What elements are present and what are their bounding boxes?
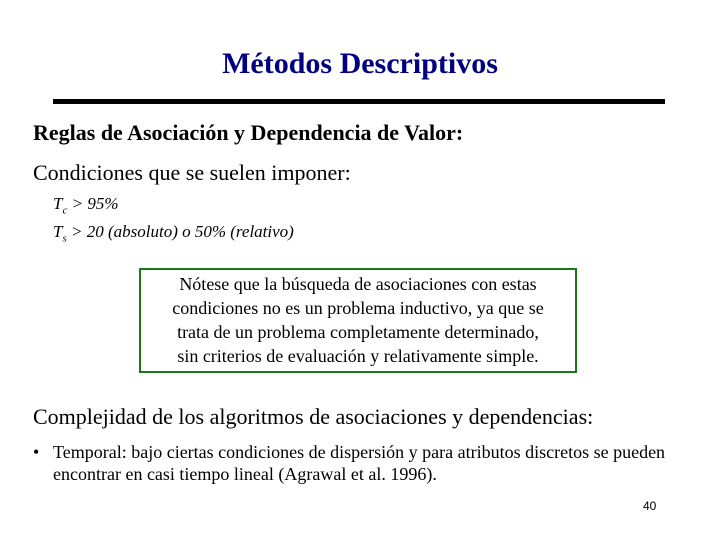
note-line: condiciones no es un problema inductivo, ya que se bbox=[172, 298, 544, 318]
formula-confidence: $T_c > 95\%$ bbox=[53, 194, 119, 217]
complexity-heading: Complejidad de los algoritmos de asociaciones y dependencias: bbox=[33, 404, 594, 429]
page-number: 40 bbox=[643, 499, 657, 513]
note-box bbox=[139, 268, 577, 373]
note-line: Nótese que la búsqueda de asociaciones con estas bbox=[179, 274, 537, 294]
bullet-text: Temporal: bajo ciertas condiciones de dispersión y para atributos discretos se pueden encontrar en casi tiempo lineal (Agrawal et al. 1996). bbox=[53, 442, 666, 484]
note-line: sin criterios de evaluación y relativamente simple. bbox=[177, 346, 539, 366]
bullet-item bbox=[33, 441, 683, 485]
bullet-marker: • bbox=[33, 442, 40, 462]
formula-list bbox=[53, 193, 294, 250]
formula-support: $T_s > 20$ (absoluto) o 50% (relativo) bbox=[53, 222, 294, 245]
conditions-subheading: Condiciones que se suelen imponer: bbox=[33, 160, 351, 185]
title-divider bbox=[53, 99, 665, 104]
section-heading: Reglas de Asociación y Dependencia de Valor: bbox=[33, 120, 464, 145]
slide-title: Métodos Descriptivos bbox=[222, 47, 498, 80]
note-line: trata de un problema completamente determinado, bbox=[177, 322, 539, 342]
